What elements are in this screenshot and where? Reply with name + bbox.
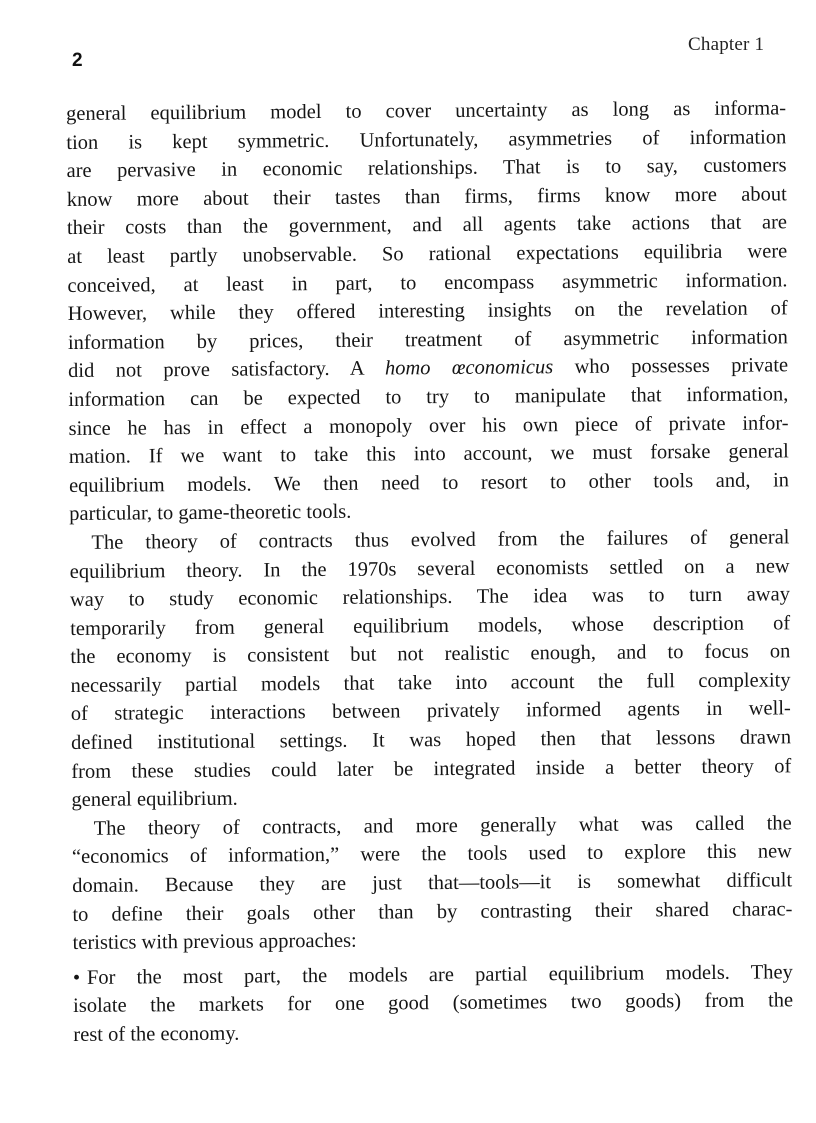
text-line: information can be expected to try to manipulate that information, [68,383,789,411]
text-line: “economics of information,” were the tools used to explore this new [71,840,793,869]
text-line: particular, to game-theoretic tools. [69,501,352,526]
text-line: The theory of contracts, and more generally what was called the [93,812,792,840]
text-line: know more about their tastes than firms, firms know more about [66,183,787,211]
text-line: tion is kept symmetric. Unfortunately, asymmetries of information [66,125,787,154]
text-line: However, while they offered interesting insights on the revelation of [67,297,788,326]
text-run: did not prove satisfactory. A [68,357,385,383]
text-line: their costs than the government, and all agents take actions that are [66,211,788,240]
text-line: equilibrium models. We then need to resort to other tools and, in [68,469,790,497]
text-line: general equilibrium model to cover uncertainty as long as informa- [66,97,787,125]
italic-term: homo œconomicus [384,356,554,380]
text-line: domain. Because they are just that—tools—it is somewhat difficult [72,869,793,898]
body-text [66,94,793,1049]
text-line: information by prices, their treatment of asymmetric information [67,326,788,354]
text-line: general equilibrium. [71,787,238,812]
text-line: are pervasive in economic relationships. That is to say, customers [66,154,787,183]
text-line: defined institutional settings. It was hoped then that lessons drawn [70,726,792,755]
text-line: isolate the markets for one good (sometimes two goods) from the [73,989,794,1018]
text-line: from these studies could later be integrated inside a better theory of [71,754,792,783]
text-line: of strategic interactions between privately informed agents in well- [70,697,791,726]
paragraph-1 [66,94,789,529]
text-line: at least partly unobservable. So rational expectations equilibria were [67,240,788,268]
text-line: temporarily from general equilibrium models, whose description of [70,612,791,640]
text-line: conceived, at least in part, to encompass asymmetric information. [67,268,788,297]
text-line: teristics with previous approaches: [72,929,357,955]
paragraph-3 [72,809,793,958]
bullet-item [73,958,794,1049]
text-line: rest of the economy. [73,1022,240,1046]
text-line: equilibrium theory. In the 1970s several economists settled on a new [69,554,790,583]
text-line: the economy is consistent but not realistic enough, and to focus on [70,640,791,669]
text-run: who possesses private [553,354,789,379]
text-line: The theory of contracts thus evolved from the failures of general [91,526,790,554]
text-line: necessarily partial models that take into account the full complexity [70,669,791,697]
text-line: to define their goals other than by contrasting their shared charac- [72,897,793,926]
running-header-chapter: Chapter 1 [688,34,765,55]
text-line: since he has in effect a monopoly over his own piece of private infor- [68,411,789,440]
text-line: way to study economic relationships. The idea was to turn away [69,583,790,612]
page-number: 2 [72,50,83,71]
text-run: For the most part, the models are partial equilibrium models. They [86,961,793,989]
bullet-marker: • [72,966,81,989]
text-line: mation. If we want to take this into account, we must forsake general [68,440,789,469]
paragraph-2 [69,523,791,815]
